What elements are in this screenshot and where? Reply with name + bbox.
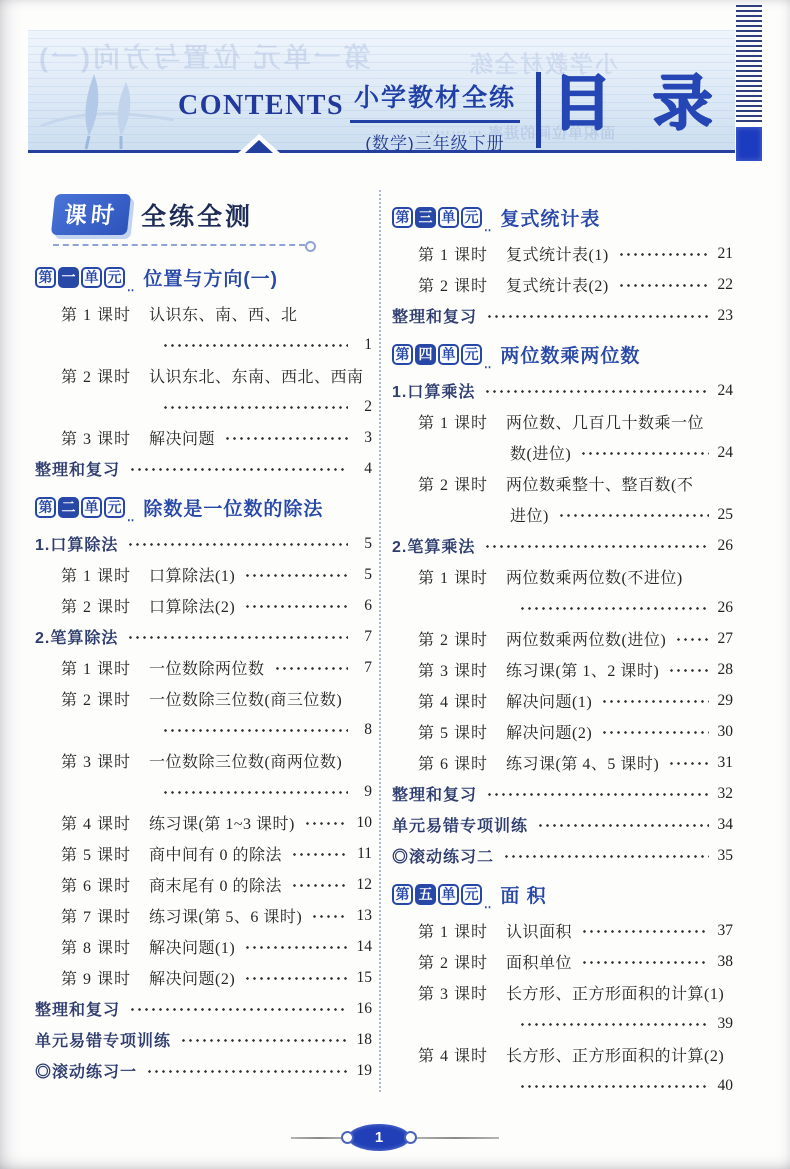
lesson-number: 第 1 课时 xyxy=(61,661,132,678)
toc-entry xyxy=(392,468,733,530)
dot-leader xyxy=(675,636,709,643)
page-number: 23 xyxy=(717,306,733,324)
page-number: 3 xyxy=(364,428,372,446)
dot-leader xyxy=(291,882,348,889)
lesson-number: 第 2 课时 xyxy=(418,278,489,295)
page-number: 34 xyxy=(717,815,733,833)
lesson-number: 第 2 课时 xyxy=(61,599,132,616)
toc-entry xyxy=(35,745,372,807)
unit-badge xyxy=(392,207,482,228)
entry-title: 认识面积 xyxy=(506,924,573,941)
page-number: 16 xyxy=(356,999,372,1017)
dot-leader xyxy=(519,605,709,612)
dot-leader xyxy=(581,959,709,966)
toc-entry xyxy=(392,654,733,685)
entry-title: 一位数除两位数 xyxy=(149,661,265,678)
entry-title: 练习课(第 1、2 课时) xyxy=(506,663,660,680)
lesson-number: 第 1 课时 xyxy=(418,924,489,941)
dot-leader xyxy=(244,572,348,579)
toc-entry xyxy=(35,360,372,422)
entry-title: 口算除法(1) xyxy=(149,568,236,585)
binding-stripes xyxy=(736,5,762,125)
title-divider-bar xyxy=(536,72,541,148)
toc-title: 目 录 xyxy=(552,70,725,137)
lesson-number: 第 3 课时 xyxy=(418,663,489,680)
unit-heading xyxy=(392,337,733,371)
page-number: 10 xyxy=(356,813,372,831)
unit-badge-char: 第 xyxy=(35,267,56,288)
toc-entry xyxy=(35,1024,372,1055)
lesson-number: 第 7 课时 xyxy=(61,909,132,926)
page-number: 19 xyxy=(356,1061,372,1079)
dot-leader xyxy=(162,404,348,411)
toc-list xyxy=(35,260,372,1086)
unit-badge-char: 四 xyxy=(415,344,436,365)
series-block xyxy=(350,78,520,154)
entry-title: 解决问题(2) xyxy=(506,725,593,742)
unit-title: 除数是一位数的除法 xyxy=(143,498,324,520)
unit-heading xyxy=(392,877,733,911)
page-number: 28 xyxy=(717,660,733,678)
toc-entry xyxy=(392,946,733,977)
page-number: 39 xyxy=(717,1014,733,1032)
page-number: 26 xyxy=(717,598,733,616)
lesson-number: 第 2 课时 xyxy=(61,369,132,386)
toc-entry xyxy=(392,915,733,946)
unit-badge xyxy=(392,344,482,365)
page-number: 30 xyxy=(717,722,733,740)
lesson-number: 第 9 课时 xyxy=(61,971,132,988)
page-number: 37 xyxy=(717,921,733,939)
entry-title: 面积单位 xyxy=(506,955,573,972)
dot-leader xyxy=(127,541,348,548)
entry-title: 单元易错专项训练 xyxy=(392,818,529,835)
entry-title: 解决问题(2) xyxy=(149,971,236,988)
dot-leader xyxy=(618,251,709,258)
page-number: 14 xyxy=(356,937,372,955)
lesson-number: 第 1 课时 xyxy=(418,570,489,587)
entry-title-continued: 进位) xyxy=(510,508,549,525)
footer-circle-left xyxy=(341,1131,354,1144)
page-number: 29 xyxy=(717,691,733,709)
unit-badge-char: 单 xyxy=(81,267,102,288)
entry-title: 口算除法(2) xyxy=(149,599,236,616)
toc-entry xyxy=(35,838,372,869)
toc-entry xyxy=(392,238,733,269)
page-number: 1 xyxy=(364,335,372,353)
lesson-number: 第 1 课时 xyxy=(61,568,132,585)
page-number: 35 xyxy=(717,846,733,864)
lesson-number: 第 2 课时 xyxy=(418,955,489,972)
toc-entry xyxy=(392,977,733,1039)
dot-leader xyxy=(129,1006,348,1013)
toc-entry xyxy=(35,422,372,453)
page-number: 9 xyxy=(364,782,372,800)
page-number: 22 xyxy=(717,275,733,293)
toc-entry xyxy=(35,962,372,993)
unit-badge-char: 单 xyxy=(438,344,459,365)
dashed-underline xyxy=(53,244,305,246)
dot-leader xyxy=(668,760,709,767)
unit-badge-char: 第 xyxy=(35,497,56,518)
lesson-number: 第 3 课时 xyxy=(61,754,132,771)
entry-title: 两位数乘两位数(不进位) xyxy=(506,570,683,587)
page-number: 7 xyxy=(364,627,372,645)
unit-title: 位置与方向(一) xyxy=(143,268,278,290)
entry-title: 解决问题(1) xyxy=(506,694,593,711)
binding-block xyxy=(736,127,762,161)
unit-heading xyxy=(392,200,733,234)
page-number: 5 xyxy=(364,565,372,583)
toc-entry xyxy=(35,528,372,559)
toc-entry xyxy=(392,1039,733,1101)
page-number: 2 xyxy=(364,397,372,415)
lesson-number: 第 5 课时 xyxy=(61,847,132,864)
toc-entry xyxy=(392,623,733,654)
page-number: 38 xyxy=(717,952,733,970)
entry-title: 练习课(第 5、6 课时) xyxy=(149,909,303,926)
dot-leader xyxy=(244,975,348,982)
dot-leader xyxy=(503,853,709,860)
page-number: 27 xyxy=(717,629,733,647)
dot-leader xyxy=(180,1037,348,1044)
page-number: 21 xyxy=(717,244,733,262)
page-number: 25 xyxy=(717,505,733,523)
dot-leader xyxy=(311,913,348,920)
entry-title: 认识东北、东南、西北、西南 xyxy=(149,369,364,386)
unit-badge-char: 单 xyxy=(438,884,459,905)
toc-entry xyxy=(35,298,372,360)
entry-title: 复式统计表(2) xyxy=(506,278,609,295)
dot-leader xyxy=(484,543,709,550)
entry-title: 长方形、正方形面积的计算(1) xyxy=(506,986,725,1003)
header-band xyxy=(28,30,735,153)
edition-label: (数学)三年级下册 xyxy=(365,134,505,153)
lesson-number: 第 2 课时 xyxy=(418,477,489,494)
toc-entry xyxy=(392,840,733,871)
unit-badge-dots: ‥ xyxy=(484,222,492,234)
toc-entry xyxy=(35,869,372,900)
unit-badge-char: 第 xyxy=(392,344,413,365)
page-number: 6 xyxy=(364,596,372,614)
entry-title: 长方形、正方形面积的计算(2) xyxy=(506,1048,725,1065)
dot-leader xyxy=(519,1021,709,1028)
page-number: 11 xyxy=(357,844,372,862)
unit-title: 复式统计表 xyxy=(500,208,601,230)
dot-leader xyxy=(486,313,709,320)
lesson-number: 第 1 课时 xyxy=(418,415,489,432)
dot-leader xyxy=(274,665,348,672)
entry-title: 练习课(第 4、5 课时) xyxy=(506,756,660,773)
leaf-decoration xyxy=(36,68,176,150)
unit-badge-char: 一 xyxy=(58,267,79,288)
entry-title: 1.口算除法 xyxy=(35,537,119,554)
bleedthrough-text: 面积单位间的进率 ⋯⋯⋯⋯ xyxy=(418,125,616,142)
toc-entry xyxy=(35,1055,372,1086)
lesson-number: 第 2 课时 xyxy=(61,692,132,709)
unit-badge xyxy=(35,497,125,518)
unit-badge-char: 单 xyxy=(81,497,102,518)
unit-badge-dots: ‥ xyxy=(127,512,135,524)
dot-leader xyxy=(127,634,348,641)
page-number: 12 xyxy=(356,875,372,893)
page-number: 24 xyxy=(717,381,733,399)
entry-title: 两位数乘两位数(进位) xyxy=(506,632,667,649)
toc-entry xyxy=(35,993,372,1024)
unit-badge-char: 三 xyxy=(415,207,436,228)
page-number: 40 xyxy=(717,1076,733,1094)
unit-badge-char: 五 xyxy=(415,884,436,905)
toc-entry xyxy=(35,559,372,590)
entry-title-continued: 数(进位) xyxy=(510,446,572,463)
section-heading xyxy=(53,194,372,246)
toc-entry xyxy=(392,375,733,406)
dot-leader xyxy=(519,1083,709,1090)
lesson-number: 第 1 课时 xyxy=(61,307,132,324)
unit-badge-char: 元 xyxy=(461,884,482,905)
dot-leader xyxy=(162,789,348,796)
dot-leader xyxy=(668,667,709,674)
lesson-number: 第 6 课时 xyxy=(418,756,489,773)
dot-leader xyxy=(581,928,709,935)
page-number: 31 xyxy=(717,753,733,771)
right-column xyxy=(392,194,733,1101)
page-number: 24 xyxy=(717,443,733,461)
page-number: 5 xyxy=(364,534,372,552)
unit-heading xyxy=(35,260,372,294)
page-number: 8 xyxy=(364,720,372,738)
dot-leader xyxy=(537,822,709,829)
unit-badge-dots: ‥ xyxy=(127,282,135,294)
unit-title: 两位数乘两位数 xyxy=(500,345,641,367)
entry-title: 2.笔算乘法 xyxy=(392,539,476,556)
contents-label: CONTENTS xyxy=(178,90,345,121)
series-title: 小学教材全练 xyxy=(350,78,520,123)
lesson-number: 第 4 课时 xyxy=(418,1048,489,1065)
unit-badge-char: 元 xyxy=(461,207,482,228)
toc-entry xyxy=(392,685,733,716)
entry-title: 2.笔算除法 xyxy=(35,630,119,647)
dot-leader xyxy=(224,435,348,442)
dot-leader xyxy=(244,603,348,610)
lesson-number: 第 4 课时 xyxy=(61,816,132,833)
entry-title: 复式统计表(1) xyxy=(506,247,609,264)
footer-line-right xyxy=(411,1137,499,1139)
toc-entry xyxy=(35,590,372,621)
entry-title: 解决问题(1) xyxy=(149,940,236,957)
toc-entry xyxy=(392,561,733,623)
keshi-badge: 课时 xyxy=(51,194,131,235)
triangle-marker xyxy=(245,140,273,153)
lesson-number: 第 8 课时 xyxy=(61,940,132,957)
toc-entry xyxy=(35,683,372,745)
dot-leader xyxy=(618,282,709,289)
dot-leader xyxy=(129,466,348,473)
page-number: 26 xyxy=(717,536,733,554)
unit-badge-dots: ‥ xyxy=(484,359,492,371)
entry-title: 解决问题 xyxy=(149,431,216,448)
footer-circle-right xyxy=(404,1131,417,1144)
toc-entry xyxy=(392,778,733,809)
entry-title: 两位数乘整十、整百数(不 xyxy=(506,477,694,494)
footer xyxy=(0,1124,790,1151)
dot-leader xyxy=(304,820,348,827)
toc-entry xyxy=(392,406,733,468)
lesson-number: 第 3 课时 xyxy=(418,986,489,1003)
entry-title: 整理和复习 xyxy=(35,462,121,479)
dot-leader xyxy=(162,727,348,734)
entry-title: 商中间有 0 的除法 xyxy=(149,847,283,864)
lesson-number: 第 6 课时 xyxy=(61,878,132,895)
section-heading-text: 全练全测 xyxy=(141,202,254,231)
unit-badge-dots: ‥ xyxy=(484,899,492,911)
dot-leader xyxy=(558,512,709,519)
entry-title: 认识东、南、西、北 xyxy=(149,307,298,324)
page-number: 13 xyxy=(356,906,372,924)
dot-leader xyxy=(244,944,348,951)
entry-title: 整理和复习 xyxy=(392,787,478,804)
unit-badge-char: 二 xyxy=(58,497,79,518)
unit-badge xyxy=(392,884,482,905)
footer-line-left xyxy=(291,1137,347,1139)
toc-entry xyxy=(35,652,372,683)
page-number: 4 xyxy=(364,459,372,477)
entry-title: ◎滚动练习二 xyxy=(392,849,495,866)
toc-entry xyxy=(392,530,733,561)
toc-entry xyxy=(392,269,733,300)
page-number: 15 xyxy=(356,968,372,986)
unit-badge-char: 第 xyxy=(392,207,413,228)
toc-entry xyxy=(35,931,372,962)
dot-leader xyxy=(291,851,348,858)
dot-leader xyxy=(146,1068,348,1075)
dot-leader xyxy=(486,791,709,798)
lesson-number: 第 2 课时 xyxy=(418,632,489,649)
column-divider xyxy=(379,190,381,1092)
lesson-number: 第 3 课时 xyxy=(61,431,132,448)
entry-title: 1.口算乘法 xyxy=(392,384,476,401)
bleedthrough-text: 第一单元 位置与方向(一) xyxy=(36,43,371,73)
page-number: 7 xyxy=(364,658,372,676)
entry-title: 整理和复习 xyxy=(392,309,478,326)
dot-leader xyxy=(162,342,348,349)
dot-leader xyxy=(601,698,709,705)
entry-title: ◎滚动练习一 xyxy=(35,1064,138,1081)
toc-entry xyxy=(392,716,733,747)
bleedthrough-text: 小学教材全练 xyxy=(468,51,618,77)
entry-title: 一位数除三位数(商两位数) xyxy=(149,754,343,771)
dot-leader xyxy=(484,388,709,395)
left-column xyxy=(35,192,372,1086)
lesson-number: 第 4 课时 xyxy=(418,694,489,711)
entry-title: 整理和复习 xyxy=(35,1002,121,1019)
entry-title: 两位数、几百几十数乘一位 xyxy=(506,415,705,432)
toc-entry xyxy=(35,807,372,838)
dot-leader xyxy=(601,729,709,736)
unit-badge-char: 单 xyxy=(438,207,459,228)
toc-entry xyxy=(392,809,733,840)
lesson-number: 第 5 课时 xyxy=(418,725,489,742)
entry-title: 商末尾有 0 的除法 xyxy=(149,878,283,895)
toc-entry xyxy=(392,300,733,331)
entry-title: 练习课(第 1~3 课时) xyxy=(149,816,295,833)
toc-entry xyxy=(35,453,372,484)
unit-title: 面 积 xyxy=(500,885,547,907)
page-number: 32 xyxy=(717,784,733,802)
unit-badge-char: 元 xyxy=(104,267,125,288)
lesson-number: 第 1 课时 xyxy=(418,247,489,264)
unit-badge-char: 第 xyxy=(392,884,413,905)
unit-badge-char: 元 xyxy=(104,497,125,518)
page-number-badge: 1 xyxy=(348,1124,410,1151)
toc-entry xyxy=(392,747,733,778)
unit-badge-char: 元 xyxy=(461,344,482,365)
toc-entry xyxy=(35,621,372,652)
unit-badge xyxy=(35,267,125,288)
page-number: 18 xyxy=(356,1030,372,1048)
entry-title: 一位数除三位数(商三位数) xyxy=(149,692,343,709)
toc-entry xyxy=(35,900,372,931)
dot-leader xyxy=(580,450,709,457)
toc-list xyxy=(392,200,733,1101)
unit-heading xyxy=(35,490,372,524)
entry-title: 单元易错专项训练 xyxy=(35,1033,172,1050)
